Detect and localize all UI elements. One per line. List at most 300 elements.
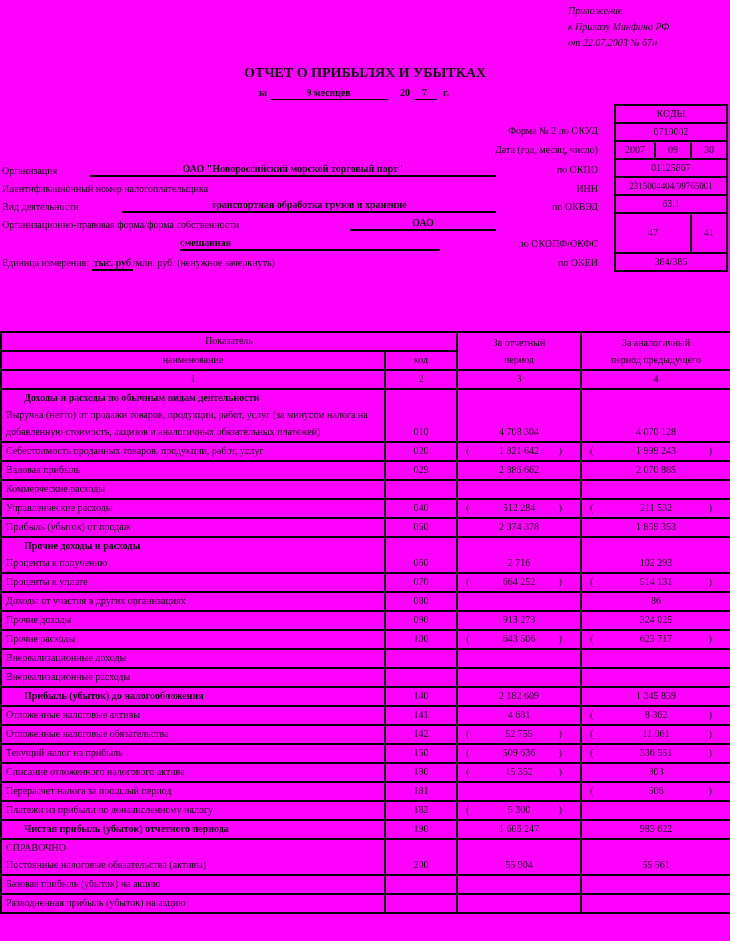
row-code: 180 — [385, 763, 457, 782]
table-row — [1, 820, 730, 839]
value-text: 1 999 243 — [636, 446, 677, 457]
row-name-text: Проценты к получению — [6, 558, 108, 569]
row-name — [1, 461, 385, 480]
row-previous-value — [581, 744, 730, 763]
value-text: 509 636 — [502, 748, 536, 759]
row-code — [385, 875, 457, 894]
row-current-value — [457, 725, 581, 744]
row-current-value — [457, 461, 581, 480]
value-wrap — [586, 593, 726, 610]
row-code: 100 — [385, 630, 457, 649]
row-previous-value — [581, 875, 730, 894]
table-row — [1, 461, 730, 480]
code-date-year: 2007 — [615, 141, 655, 159]
value-text: 336 551 — [639, 748, 673, 759]
paren-close: ) — [708, 729, 713, 740]
value-wrap — [462, 424, 576, 441]
inn-label-left: Идентификационный номер налогоплательщика — [2, 184, 209, 195]
period-suffix: г. — [443, 88, 449, 99]
row-name-text: Разводненная прибыль (убыток) на акцию — [6, 898, 186, 909]
row-name-text: Внереализационные доходы — [6, 653, 127, 664]
code-okfs: 41 — [691, 213, 727, 253]
header-current — [457, 332, 581, 370]
row-name-text: Отложенные налоговые обязательства — [6, 729, 169, 740]
table-row — [1, 839, 730, 875]
paren-close: ) — [708, 634, 713, 645]
value-text: 2 716 — [507, 558, 531, 569]
okei-label: по ОКЕИ — [557, 258, 598, 269]
value-wrap — [462, 764, 576, 781]
approval-line-3: от 22.07.2003 № 67н — [568, 38, 658, 49]
codes-header: КОДЫ — [615, 105, 727, 123]
value-wrap — [462, 821, 576, 838]
row-name-text: Отложенные налоговые активы — [6, 710, 141, 721]
row-previous-value — [581, 537, 730, 573]
paren-open: ( — [466, 767, 470, 778]
row-current-value — [457, 782, 581, 801]
row-name — [1, 839, 385, 875]
table-row — [1, 782, 730, 801]
value-text: 664 252 — [502, 577, 536, 588]
row-name-text: Управленческие расходы — [6, 503, 113, 514]
code-date-day: 30 — [691, 141, 727, 159]
paren-open: ( — [466, 446, 470, 457]
row-previous-value — [581, 611, 730, 630]
row-name-text: Себестоимость проданных товаров, продукции, работ, услуг — [6, 446, 264, 457]
paren-open: ( — [590, 729, 594, 740]
paren-open: ( — [466, 805, 470, 816]
row-current-value — [457, 389, 581, 442]
value-wrap — [586, 612, 726, 629]
paren-close: ) — [708, 710, 713, 721]
value-wrap — [586, 857, 726, 874]
table-row — [1, 389, 730, 442]
row-name — [1, 875, 385, 894]
row-current-value — [457, 894, 581, 913]
table-row — [1, 894, 730, 913]
row-name — [1, 668, 385, 687]
period-year-prefix: 20 — [400, 88, 411, 99]
row-code: 010 — [385, 389, 457, 442]
value-text: 102 293 — [639, 558, 673, 569]
table-row — [1, 649, 730, 668]
value-text: 211 532 — [639, 503, 673, 514]
value-wrap — [462, 519, 576, 536]
code-okud: 0710002 — [615, 123, 727, 141]
value-wrap — [462, 500, 576, 517]
row-name — [1, 801, 385, 820]
value-text: 303 — [648, 767, 664, 778]
okpo-label: по ОКПО — [556, 165, 598, 176]
row-name — [1, 389, 385, 442]
header-indicator: Показатель — [1, 332, 457, 351]
row-current-value — [457, 480, 581, 499]
row-name-text: Коммерческие расходы — [6, 484, 106, 495]
header-code: код — [385, 351, 457, 370]
paren-close: ) — [708, 503, 713, 514]
value-wrap — [586, 574, 726, 591]
row-name-text: Внереализационные расходы — [6, 672, 131, 683]
value-wrap — [586, 726, 726, 743]
value-text: 52 755 — [505, 729, 533, 740]
value-wrap — [586, 631, 726, 648]
value-wrap — [462, 726, 576, 743]
row-name-text: Выручка (нетто) от продажи товаров, продукции, работ, услуг (за минусом налога на добавленную стоимость, акцизов и аналогичных обязательных платежей) — [6, 410, 368, 438]
row-name-text: Прибыль (убыток) до налогообложения — [24, 691, 204, 702]
value-text: 1 821 642 — [499, 446, 540, 457]
value-text: 55 904 — [505, 860, 533, 871]
row-name-text: Валовая прибыль — [6, 465, 81, 476]
value-text: 512 284 — [502, 503, 536, 514]
row-current-value — [457, 763, 581, 782]
row-previous-value — [581, 782, 730, 801]
row-previous-value — [581, 592, 730, 611]
table-row — [1, 442, 730, 461]
row-name — [1, 820, 385, 839]
row-previous-value — [581, 573, 730, 592]
paren-open: ( — [466, 729, 470, 740]
row-current-value — [457, 875, 581, 894]
value-text: 506 — [648, 786, 664, 797]
row-previous-value — [581, 706, 730, 725]
org-value: ОАО "Новороссийский морской торговый порт" — [90, 164, 496, 177]
value-text: 2 070 885 — [636, 465, 677, 476]
value-text: 2 374 378 — [499, 522, 540, 533]
approval-note — [568, 4, 669, 52]
row-previous-value — [581, 687, 730, 706]
value-text: 4 681 — [507, 710, 531, 721]
row-code: 080 — [385, 592, 457, 611]
row-current-value — [457, 537, 581, 573]
row-name — [1, 782, 385, 801]
value-text: 324 025 — [639, 615, 673, 626]
paren-close: ) — [558, 634, 563, 645]
header-name: наименование — [1, 351, 385, 370]
okved-label: по ОКВЭД — [552, 202, 598, 213]
row-previous-value — [581, 725, 730, 744]
row-current-value — [457, 649, 581, 668]
row-previous-value — [581, 801, 730, 820]
paren-open: ( — [590, 503, 594, 514]
row-previous-value — [581, 499, 730, 518]
paren-close: ) — [708, 446, 713, 457]
value-wrap — [462, 857, 576, 874]
row-code — [385, 480, 457, 499]
row-code — [385, 894, 457, 913]
row-name — [1, 744, 385, 763]
row-code: 200 — [385, 839, 457, 875]
paren-close: ) — [558, 577, 563, 588]
value-wrap — [462, 707, 576, 724]
row-name-text: Перерасчет налога за прошлый период — [6, 786, 172, 797]
value-wrap — [586, 783, 726, 800]
paren-open: ( — [466, 634, 470, 645]
period-year: 7 — [413, 88, 437, 100]
row-code: 020 — [385, 442, 457, 461]
row-code: 142 — [385, 725, 457, 744]
value-text: 8 362 — [644, 710, 668, 721]
inn-label: ИНН — [576, 184, 598, 195]
paren-close: ) — [558, 767, 563, 778]
row-code — [385, 668, 457, 687]
row-previous-value — [581, 442, 730, 461]
row-previous-value — [581, 763, 730, 782]
row-current-value — [457, 801, 581, 820]
value-wrap — [586, 443, 726, 460]
table-row — [1, 573, 730, 592]
row-code: 029 — [385, 461, 457, 480]
period-value: 9 месяцев — [270, 88, 388, 100]
value-text: 623 717 — [639, 634, 673, 645]
value-text: 1 859 353 — [636, 522, 677, 533]
row-previous-value — [581, 649, 730, 668]
row-current-value — [457, 839, 581, 875]
legal-form-value: ОАО — [350, 218, 496, 231]
row-name — [1, 649, 385, 668]
row-name — [1, 630, 385, 649]
table-row — [1, 592, 730, 611]
row-name — [1, 706, 385, 725]
row-previous-value — [581, 518, 730, 537]
row-name — [1, 763, 385, 782]
row-name — [1, 611, 385, 630]
row-previous-value — [581, 461, 730, 480]
table-row — [1, 480, 730, 499]
value-text: 55 561 — [642, 860, 670, 871]
row-name-text: Прочие расходы — [6, 634, 76, 645]
row-previous-value — [581, 820, 730, 839]
table-row — [1, 518, 730, 537]
row-current-value — [457, 518, 581, 537]
row-previous-value — [581, 894, 730, 913]
row-current-value — [457, 668, 581, 687]
row-name-text: Постоянные налоговые обязательства (активы) — [6, 860, 207, 871]
activity-label: Вид деятельности — [2, 202, 79, 213]
value-text: 86 — [651, 596, 662, 607]
row-name-text: Базовая прибыль (убыток) на акцию — [6, 879, 161, 890]
paren-open: ( — [466, 748, 470, 759]
value-text: 1 606 247 — [499, 824, 540, 835]
section-title: Прочие доходы и расходы — [24, 541, 141, 552]
value-text: 4 708 304 — [499, 427, 540, 438]
row-current-value — [457, 630, 581, 649]
row-code: 060 — [385, 537, 457, 573]
value-wrap — [586, 555, 726, 572]
row-name-text: Списание отложенного налогового актива — [6, 767, 185, 778]
row-current-value — [457, 706, 581, 725]
row-current-value — [457, 611, 581, 630]
row-code: 050 — [385, 518, 457, 537]
value-wrap — [462, 555, 576, 572]
paren-open: ( — [466, 503, 470, 514]
paren-open: ( — [466, 577, 470, 588]
header-previous-line2: период предыдущего — [611, 355, 702, 366]
paren-close: ) — [558, 748, 563, 759]
row-name-text: Текущий налог на прибыль — [6, 748, 123, 759]
row-code: 182 — [385, 801, 457, 820]
unit-rest: /млн. руб. (ненужное зачеркнуть) — [132, 258, 275, 269]
paren-close: ) — [708, 786, 713, 797]
period-prefix: за — [258, 88, 268, 99]
codes-table — [614, 104, 728, 272]
row-code: 140 — [385, 687, 457, 706]
row-current-value — [457, 592, 581, 611]
row-name — [1, 687, 385, 706]
row-current-value — [457, 744, 581, 763]
col-number-2: 2 — [385, 370, 457, 389]
approval-line-2: к Приказу Минфина РФ — [568, 22, 670, 33]
paren-open: ( — [590, 577, 594, 588]
row-name-text: Прочие доходы — [6, 615, 72, 626]
value-wrap — [586, 764, 726, 781]
value-text: 983 622 — [639, 824, 673, 835]
value-wrap — [462, 443, 576, 460]
paren-open: ( — [590, 446, 594, 457]
row-name-text: Чистая прибыль (убыток) отчетного периода — [24, 824, 229, 835]
unit-label: Единица измерения: — [2, 258, 89, 269]
okopf-label: по ОКОПФ/ОКФС — [518, 239, 598, 250]
value-wrap — [586, 688, 726, 705]
row-code — [385, 649, 457, 668]
report-title: ОТЧЕТ О ПРИБЫЛЯХ И УБЫТКАХ — [244, 66, 486, 81]
paren-close: ) — [558, 503, 563, 514]
row-code: 190 — [385, 820, 457, 839]
row-current-value — [457, 820, 581, 839]
code-okved: 63.1 — [615, 195, 727, 213]
value-wrap — [586, 745, 726, 762]
paren-open: ( — [590, 786, 594, 797]
row-current-value — [457, 499, 581, 518]
row-name-text: Доходы от участия в других организациях — [6, 596, 186, 607]
row-name — [1, 573, 385, 592]
reference-title: СПРАВОЧНО — [6, 843, 66, 854]
table-row — [1, 763, 730, 782]
row-name — [1, 894, 385, 913]
value-wrap — [462, 688, 576, 705]
row-name-text: Платежи из прибыли по доначисленному налогу — [6, 805, 214, 816]
value-wrap — [462, 612, 576, 629]
row-name-text: Проценты к уплате — [6, 577, 88, 588]
row-name — [1, 499, 385, 518]
row-code: 141 — [385, 706, 457, 725]
table-row — [1, 611, 730, 630]
code-inn: 2315004404/99765001 — [615, 177, 727, 195]
value-wrap — [462, 802, 576, 819]
col-number-3: 3 — [457, 370, 581, 389]
unit-row — [2, 258, 275, 271]
row-current-value — [457, 442, 581, 461]
paren-open: ( — [590, 634, 594, 645]
col-number-1: 1 — [1, 370, 385, 389]
row-code: 090 — [385, 611, 457, 630]
value-wrap — [462, 462, 576, 479]
table-row — [1, 537, 730, 573]
org-label: Организация — [2, 166, 58, 177]
paren-close: ) — [558, 729, 563, 740]
header-previous — [581, 332, 730, 370]
table-row — [1, 630, 730, 649]
paren-open: ( — [590, 748, 594, 759]
unit-value: тыс. руб — [93, 258, 131, 269]
value-wrap — [586, 707, 726, 724]
activity-value: транспортная обработка грузов и хранение — [122, 200, 496, 213]
value-text: 2 886 662 — [499, 465, 540, 476]
header-current-line1: За отчетный — [492, 338, 546, 349]
row-previous-value — [581, 389, 730, 442]
paren-close: ) — [708, 748, 713, 759]
paren-close: ) — [558, 805, 563, 816]
legal-form-label: Организационно-правовая форма/форма собственности — [2, 220, 240, 231]
row-code: 181 — [385, 782, 457, 801]
form-label: Форма № 2 по ОКУД — [508, 126, 598, 137]
paren-open: ( — [590, 710, 594, 721]
value-wrap — [586, 821, 726, 838]
row-code: 150 — [385, 744, 457, 763]
row-previous-value — [581, 480, 730, 499]
table-row — [1, 668, 730, 687]
row-previous-value — [581, 668, 730, 687]
value-wrap — [586, 500, 726, 517]
code-date-month: 09 — [655, 141, 691, 159]
code-okpo: 01125867 — [615, 159, 727, 177]
table-row — [1, 706, 730, 725]
row-name — [1, 725, 385, 744]
row-name-text: Прибыль (убыток) от продаж — [6, 522, 131, 533]
table-row — [1, 499, 730, 518]
value-wrap — [462, 574, 576, 591]
table-row — [1, 875, 730, 894]
row-name — [1, 442, 385, 461]
value-text: 11 061 — [642, 729, 670, 740]
profit-loss-table — [0, 331, 730, 914]
row-code: 070 — [385, 573, 457, 592]
paren-close: ) — [558, 446, 563, 457]
row-name — [1, 592, 385, 611]
row-name — [1, 537, 385, 573]
row-previous-value — [581, 839, 730, 875]
value-wrap — [586, 424, 726, 441]
section-title: Доходы и расходы по обычным видам деятельности — [24, 393, 260, 404]
date-label: Дата (год, месяц, число) — [495, 145, 598, 156]
value-text: 913 273 — [502, 615, 536, 626]
row-current-value — [457, 573, 581, 592]
value-text: 1 345 839 — [636, 691, 677, 702]
report-period — [258, 88, 449, 100]
table-row — [1, 725, 730, 744]
value-wrap — [462, 745, 576, 762]
row-code: 040 — [385, 499, 457, 518]
code-okopf: 47 — [615, 213, 691, 253]
row-name — [1, 518, 385, 537]
header-previous-line1: За аналогичный — [621, 338, 691, 349]
value-text: 4 070 128 — [636, 427, 677, 438]
paren-close: ) — [708, 577, 713, 588]
table-row — [1, 744, 730, 763]
approval-line-1: Приложение — [568, 6, 623, 17]
table-row — [1, 801, 730, 820]
row-current-value — [457, 687, 581, 706]
ownership-value: смешанная — [180, 238, 440, 251]
col-number-4: 4 — [581, 370, 730, 389]
value-text: 2 182 609 — [499, 691, 540, 702]
value-wrap — [586, 519, 726, 536]
value-wrap — [462, 631, 576, 648]
value-text: 514 131 — [639, 577, 673, 588]
code-okei: 384/385 — [615, 253, 727, 271]
row-name — [1, 480, 385, 499]
table-row — [1, 687, 730, 706]
header-current-line2: период — [504, 355, 534, 366]
